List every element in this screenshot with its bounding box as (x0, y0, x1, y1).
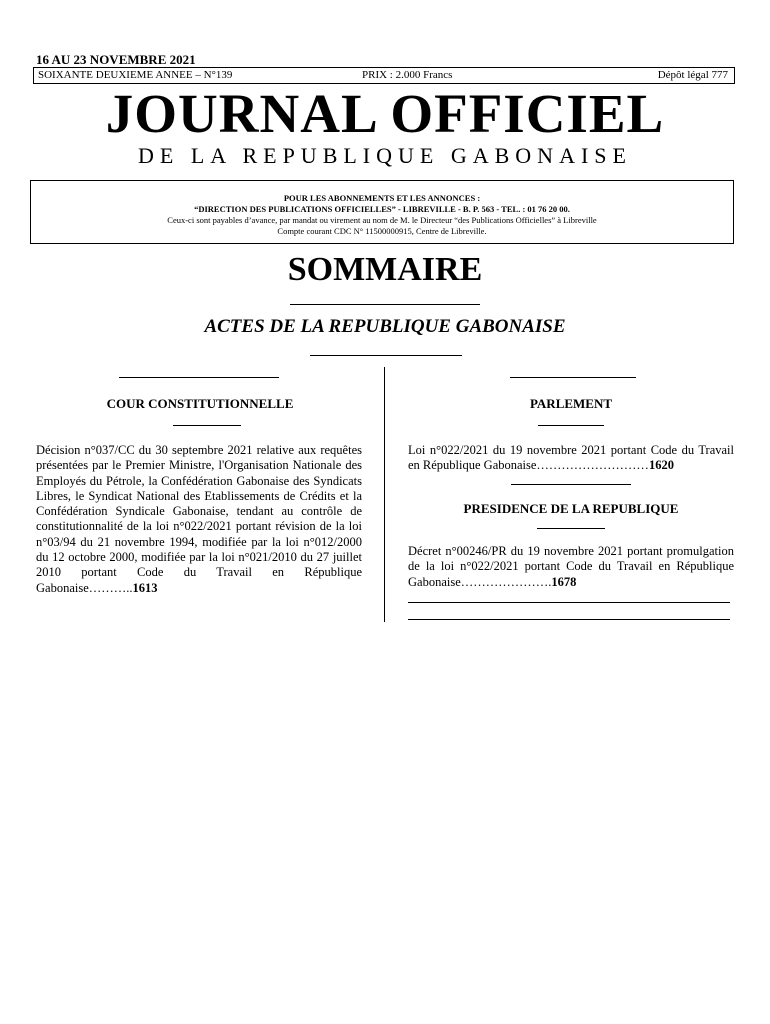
journal-title: JOURNAL OFFICIEL (105, 83, 665, 144)
section-title: ACTES DE LA REPUBLIQUE GABONAISE (204, 316, 566, 337)
cour-constitutionnelle-heading: COUR CONSTITUTIONNELLE (106, 396, 294, 411)
subscription-account: Compte courant CDC N° 11500000915, Centre de Libreville. (277, 226, 487, 236)
parlement-end-rule (511, 484, 631, 485)
parlement-heading-rule (538, 425, 604, 426)
subscription-payment: Ceux-ci sont payables d’avance, par mandat ou virement au nom de M. le Directeur “des Publications Officielles” à Libreville (167, 215, 597, 225)
right-column-end-rule-2 (408, 619, 730, 620)
toc-page-number: 1620 (648, 458, 674, 473)
parlement-heading: PARLEMENT (529, 396, 613, 411)
presidence-heading-rule (537, 528, 605, 529)
sommaire-title: SOMMAIRE (287, 251, 483, 288)
issue-date: 16 AU 23 NOVEMBRE 2021 (36, 52, 196, 67)
toc-entry-loi-022[interactable] (408, 443, 734, 474)
section-rule (310, 355, 462, 356)
right-column-top-rule (510, 377, 636, 378)
toc-page-number: 1613 (132, 580, 158, 595)
right-column-end-rule-1 (408, 602, 730, 603)
legal-deposit: Dépôt légal 777 (657, 69, 728, 81)
edition-number: SOIXANTE DEUXIEME ANNEE – N°139 (38, 69, 233, 81)
toc-page-number: 1678 (551, 574, 577, 589)
toc-entry-decret-00246[interactable] (408, 544, 734, 590)
toc-entry-text: Décret n°00246/PR du 19 novembre 2021 portant promulgation de la loi n°022/2021 portant Code du Travail en République Gabonaise…………………. (408, 544, 734, 589)
toc-entry-text: Loi n°022/2021 du 19 novembre 2021 portant Code du Travail en République Gabonaise……………………… (408, 443, 734, 473)
journal-subtitle: DE LA REPUBLIQUE GABONAISE (138, 143, 632, 168)
column-divider (384, 367, 385, 622)
left-column-top-rule (119, 377, 279, 378)
presidence-heading: PRESIDENCE DE LA REPUBLIQUE (463, 501, 679, 516)
toc-entry-text: Décision n°037/CC du 30 septembre 2021 relative aux requêtes présentées par le Premier Ministre, l'Organisation Nationale des Employés du Pétrole, la Confédération Gabonaise des Syndicats Libres, le Syndicat National des Etablissements de Crédits et la Confédération Syndicale Gabonaise, tendant au contrôle de constitutionnalité de la loi n°022/2021 portant révision de la loi n°03/94 du 21 novembre 1994, modifiée par la loi n°012/2000 du 12 octobre 2000, modifiée par la loi n°021/2010 du 27 juillet 2010 portant Code du Travail en République Gabonaise……….. (36, 443, 362, 595)
subscription-heading: POUR LES ABONNEMENTS ET LES ANNONCES : (283, 193, 481, 203)
sommaire-rule (290, 304, 480, 305)
subscription-contact: “DIRECTION DES PUBLICATIONS OFFICIELLES” - LIBREVILLE - B. P. 563 - TEL. : 01 76 20 00. (194, 204, 570, 214)
subscription-box (30, 180, 734, 244)
issue-price: PRIX : 2.000 Francs (362, 69, 453, 81)
cour-heading-rule (173, 425, 241, 426)
toc-entry-decision-037[interactable] (36, 443, 362, 596)
